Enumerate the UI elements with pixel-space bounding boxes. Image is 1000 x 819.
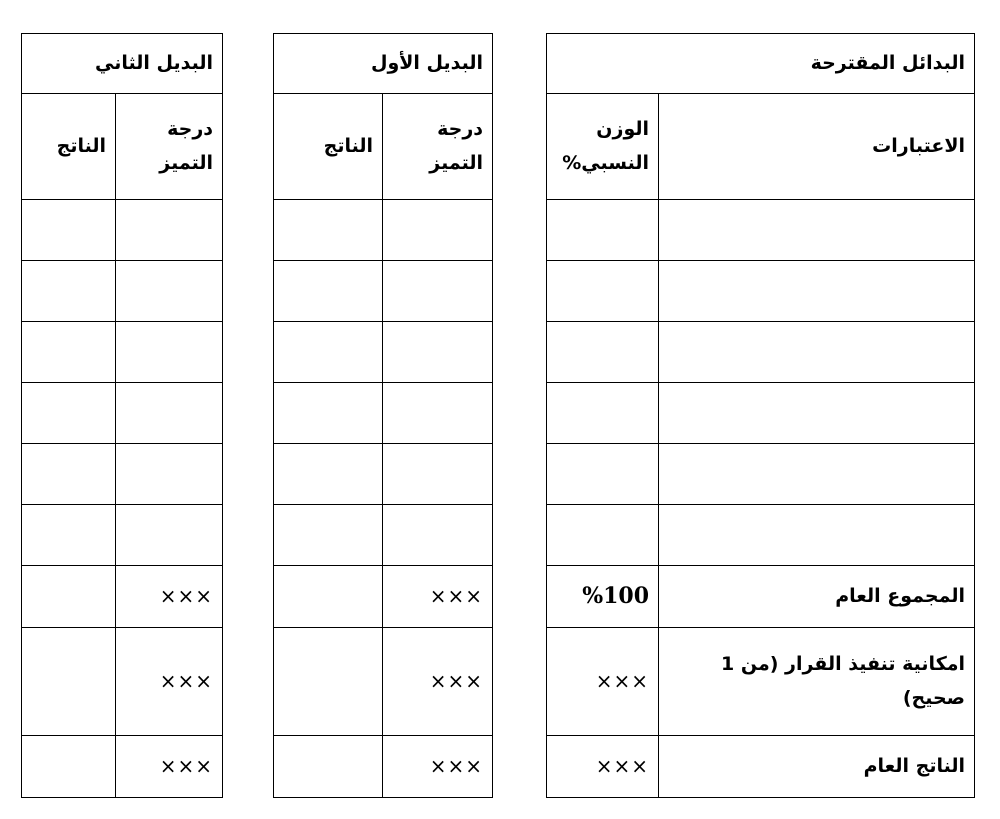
result-cell <box>274 628 383 736</box>
result-cell <box>274 505 383 566</box>
criteria-cell <box>659 261 975 322</box>
alternative-1-result-header: الناتج <box>274 94 383 200</box>
feasibility-label: امكانية تنفيذ القرار (من 1 صحيح) <box>659 628 975 736</box>
criteria-cell <box>659 383 975 444</box>
total-label: المجموع العام <box>659 566 975 628</box>
alternative-1-feasibility-score: ××× <box>383 628 493 736</box>
result-cell <box>274 383 383 444</box>
result-cell <box>274 736 383 798</box>
feasibility-weight-value: ××× <box>547 628 659 736</box>
criteria-cell <box>659 444 975 505</box>
overall-result-weight-value: ××× <box>547 736 659 798</box>
weight-cell <box>547 200 659 261</box>
weight-column-header: الوزن النسبي% <box>547 94 659 200</box>
result-cell <box>22 444 116 505</box>
weight-cell <box>547 444 659 505</box>
score-cell <box>383 444 493 505</box>
criteria-column-header: الاعتبارات <box>659 94 975 200</box>
result-cell <box>274 566 383 628</box>
criteria-cell <box>659 200 975 261</box>
alternative-2-feasibility-score: ××× <box>116 628 223 736</box>
criteria-table-title: البدائل المقترحة <box>547 34 975 94</box>
result-cell <box>22 566 116 628</box>
alternative-1-title: البديل الأول <box>274 34 493 94</box>
result-cell <box>22 628 116 736</box>
weight-cell <box>547 322 659 383</box>
overall-result-label: الناتج العام <box>659 736 975 798</box>
result-cell <box>274 444 383 505</box>
score-cell <box>383 383 493 444</box>
result-cell <box>22 736 116 798</box>
alternative-1-total-score: ××× <box>383 566 493 628</box>
result-cell <box>274 261 383 322</box>
alternative-1-table <box>273 33 493 798</box>
alternative-2-table <box>21 33 223 798</box>
score-cell <box>116 322 223 383</box>
result-cell <box>22 200 116 261</box>
alternative-1-score-header: درجة التميز <box>383 94 493 200</box>
score-cell <box>383 322 493 383</box>
weight-cell <box>547 383 659 444</box>
result-cell <box>274 200 383 261</box>
score-cell <box>383 261 493 322</box>
score-cell <box>116 505 223 566</box>
score-cell <box>116 261 223 322</box>
score-cell <box>383 200 493 261</box>
result-cell <box>274 322 383 383</box>
score-cell <box>116 444 223 505</box>
alternative-2-total-score: ××× <box>116 566 223 628</box>
total-weight-value: %100 <box>547 566 659 628</box>
weight-cell <box>547 505 659 566</box>
criteria-cell <box>659 322 975 383</box>
result-cell <box>22 505 116 566</box>
score-cell <box>383 505 493 566</box>
result-cell <box>22 383 116 444</box>
criteria-cell <box>659 505 975 566</box>
alternative-2-score-header: درجة التميز <box>116 94 223 200</box>
alternative-2-title: البديل الثاني <box>22 34 223 94</box>
alternative-2-overall-score: ××× <box>116 736 223 798</box>
alternative-1-overall-score: ××× <box>383 736 493 798</box>
score-cell <box>116 383 223 444</box>
result-cell <box>22 322 116 383</box>
alternative-2-result-header: الناتج <box>22 94 116 200</box>
result-cell <box>22 261 116 322</box>
criteria-table <box>546 33 975 798</box>
weight-cell <box>547 261 659 322</box>
score-cell <box>116 200 223 261</box>
